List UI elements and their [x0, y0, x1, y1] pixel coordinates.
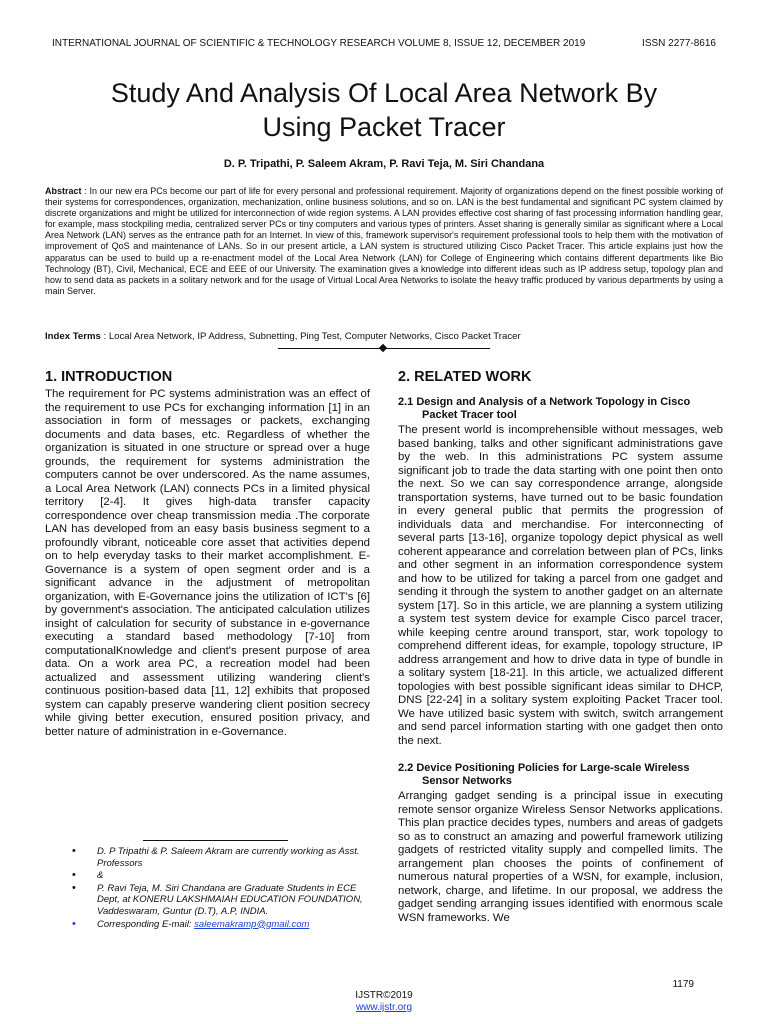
abstract-text: : In our new era PCs become our part of life for every personal and professional requirement. Majority of organizations depend on the finest possible working of their systems for correspondences, organization, mechanization, online business solutions, and so on. LAN is the best fundamental and significant PC system claimed by discrete organizations and might be utilized for interconnection of wide region systems. A LAN provides effective cost sharing of fast processing information handling gear, for example, mass stockpiling media, centralized server PCs or tiny computers and various types of printers. Asset sharing is generally similar as significant where a Local Area Network (LAN) serves as the entrance path for an Internet. In view of this, framework supervisor's requirement professional tools to help them with the motivation of improvement of QoS and maintenance of LANs. So in our present article, a LAN system is structured utilizing Cisco Packet Tracer. This article explains just how the apparatus can be used to build up a re-enactment model of the Local Area Network (LAN) for College of Engineering which contains different departments like Bio Technology (BT), Civil, Mechanical, ECE and EEE of our University. The examination gives a knowledge into different ideas such as IP address setup, topology plan and how to send data as packets in a solitary network and for the usage of Virtual Local Area Networks to isolate the heavy traffic produced by various departments by using a main Server. — [45, 186, 723, 296]
footnote-item — [70, 919, 370, 931]
divider-diamond-icon — [379, 344, 387, 352]
paper-title-line2: Using Packet Tracer — [262, 112, 506, 142]
bullet-icon: • — [72, 881, 76, 894]
page-number: 1179 — [672, 979, 694, 990]
left-column — [45, 368, 370, 739]
footer-website-link[interactable]: www.ijstr.org — [355, 1002, 413, 1013]
abstract-label: Abstract — [45, 186, 82, 196]
journal-header — [52, 38, 716, 50]
index-terms-text: : Local Area Network, IP Address, Subnetting, Ping Test, Computer Networks, Cisco Packet Tracer — [103, 331, 521, 342]
subsection-2-2-text: Arranging gadget sending is a principal issue in executing remote sensor organize Wireless Sensor Networks applications. This plan practice decides types, numbers and areas of gadgets so as to construct an amazing and powerful framework utilizing gadgets of restricted vitality supply and compelled limits. The arrangement plan chooses the points of confinement of numerous natural properties of a WSN, for example, inclusion, network, charge, and lifetime. In our proposal, we address the gadget sending arranging issues identified with enormous scale WSN frameworks. We — [398, 790, 723, 924]
right-column — [398, 368, 723, 925]
abstract — [45, 186, 723, 297]
index-terms — [45, 331, 723, 343]
issn: ISSN 2277-8616 — [642, 38, 716, 49]
page-footer — [0, 990, 768, 1014]
footnote-text: & — [97, 870, 104, 882]
footnote-email-label: Corresponding E-mail: — [97, 918, 195, 930]
related-heading: 2. RELATED WORK — [398, 369, 532, 385]
footnote-rule — [143, 840, 288, 841]
corresponding-email-link[interactable]: saleemakramp@gmail.com — [194, 918, 310, 930]
index-terms-label: Index Terms — [45, 331, 101, 342]
footnote-item — [70, 870, 370, 882]
subsection-2-2-heading: 2.2 Device Positioning Policies for Large-scale Wireless Sensor Networks — [398, 762, 690, 787]
paper-title — [40, 76, 728, 144]
bullet-icon: • — [72, 869, 76, 882]
bullet-icon: • — [72, 845, 76, 857]
intro-text: The requirement for PC systems administration was an effect of the requirement to use PCs for exchanging information [1] in an association in form of messages or packets, exchanging documents and data bases, etc. Regardless of whether the organization is situated in one structure or spread over a huge grounds, the requirement for systems administration the computers cannot be over underscored. As the name assumes, a Local Area Network (LAN) connects PCs in a limited physical territory [2-4]. It gives high-data transfer capacity correspondence over cheap transmission media .The corporate LAN has developed from an easy basis business segment to a profoundly vibrant, noticeable core asset that activities depend on to help everyday tasks to their market accomplishment. E-Governance is a system of open segment order and is a significant advance in the adjustment of metropolitan organization, with E-Governance joins the utilization of ICT's [6] by government's association. The anticipated calculation utilizes insight of calculation for security of substance in e-governance executing a standard based methodology [7-10] from computationalKnowledge and client's present purpose of area data. On a work area PC, a recreation model had been actualized and assessment utilizing wandering client's continuous position-based data [11, 12] exhibits that proposed system can capably preserve wandering client position secrecy while giving better execution, ensured position privacy, and better nature of administration in e-Governance. — [45, 388, 370, 738]
footnote-text: D. P Tripathi & P. Saleem Akram are currently working as Asst. Professors — [97, 846, 360, 869]
bullet-icon: • — [72, 917, 76, 930]
subsection-2-1-text: The present world is incomprehensible without messages, web based banking, talks and other significant administrations gave by the web. In this administrations PC system assume significant job to trade the data starting with one point then onto the next. So we can say correspondence arrange, alongside transportation systems, have turned out to be basic foundation in every general public that permits the progression of individuals data and merchandise. For interconnecting of several parts [13-16], organize topology depict physical as well coherent appearance and correlation between plan of PCs, links and other segment in an information correspondence system and how to be utilized for taking a parcel from one gadget and sending it through the system to another gadget on an alternate system [17]. So in this article, we are planning a system utilizing a system test system device for example Cisco parcel tracer, while keeping centre around transport, star, work topology to comprehend different ideas, for example, topology structure, IP address arrangement and how to drive data in type of bundle in a solitary system [18-21]. In this article, we actualized different topologies with best possible significant ideas similar to DHCP, DNS [22-24] in a solitary system exploiting Packet Tracer tool. We have utilized basic system with switch, switch arrangement and send parcel information starting with one gadget then onto the next. — [398, 424, 723, 747]
footnotes — [70, 846, 370, 931]
journal-info: INTERNATIONAL JOURNAL OF SCIENTIFIC & TECHNOLOGY RESEARCH VOLUME 8, ISSUE 12, DECEMBER 2019 — [52, 38, 586, 49]
footnote-item — [70, 883, 370, 918]
paper-title-line1: Study And Analysis Of Local Area Network By — [110, 78, 658, 108]
authors: D. P. Tripathi, P. Saleem Akram, P. Ravi Teja, M. Siri Chandana — [223, 158, 545, 170]
footer-copyright: IJSTR©2019 — [355, 990, 413, 1001]
footnote-text: P. Ravi Teja, M. Siri Chandana are Graduate Students in ECE Dept, at KONERU LAKSHMAIAH EDUCATION FOUNDATION, Vaddeswaram, Guntur (D.T), A.P, INDIA. — [97, 882, 363, 917]
intro-heading: 1. INTRODUCTION — [45, 369, 173, 385]
footnote-item — [70, 846, 370, 869]
subsection-2-1-heading: 2.1 Design and Analysis of a Network Topology in Cisco Packet Tracer tool — [398, 396, 691, 421]
